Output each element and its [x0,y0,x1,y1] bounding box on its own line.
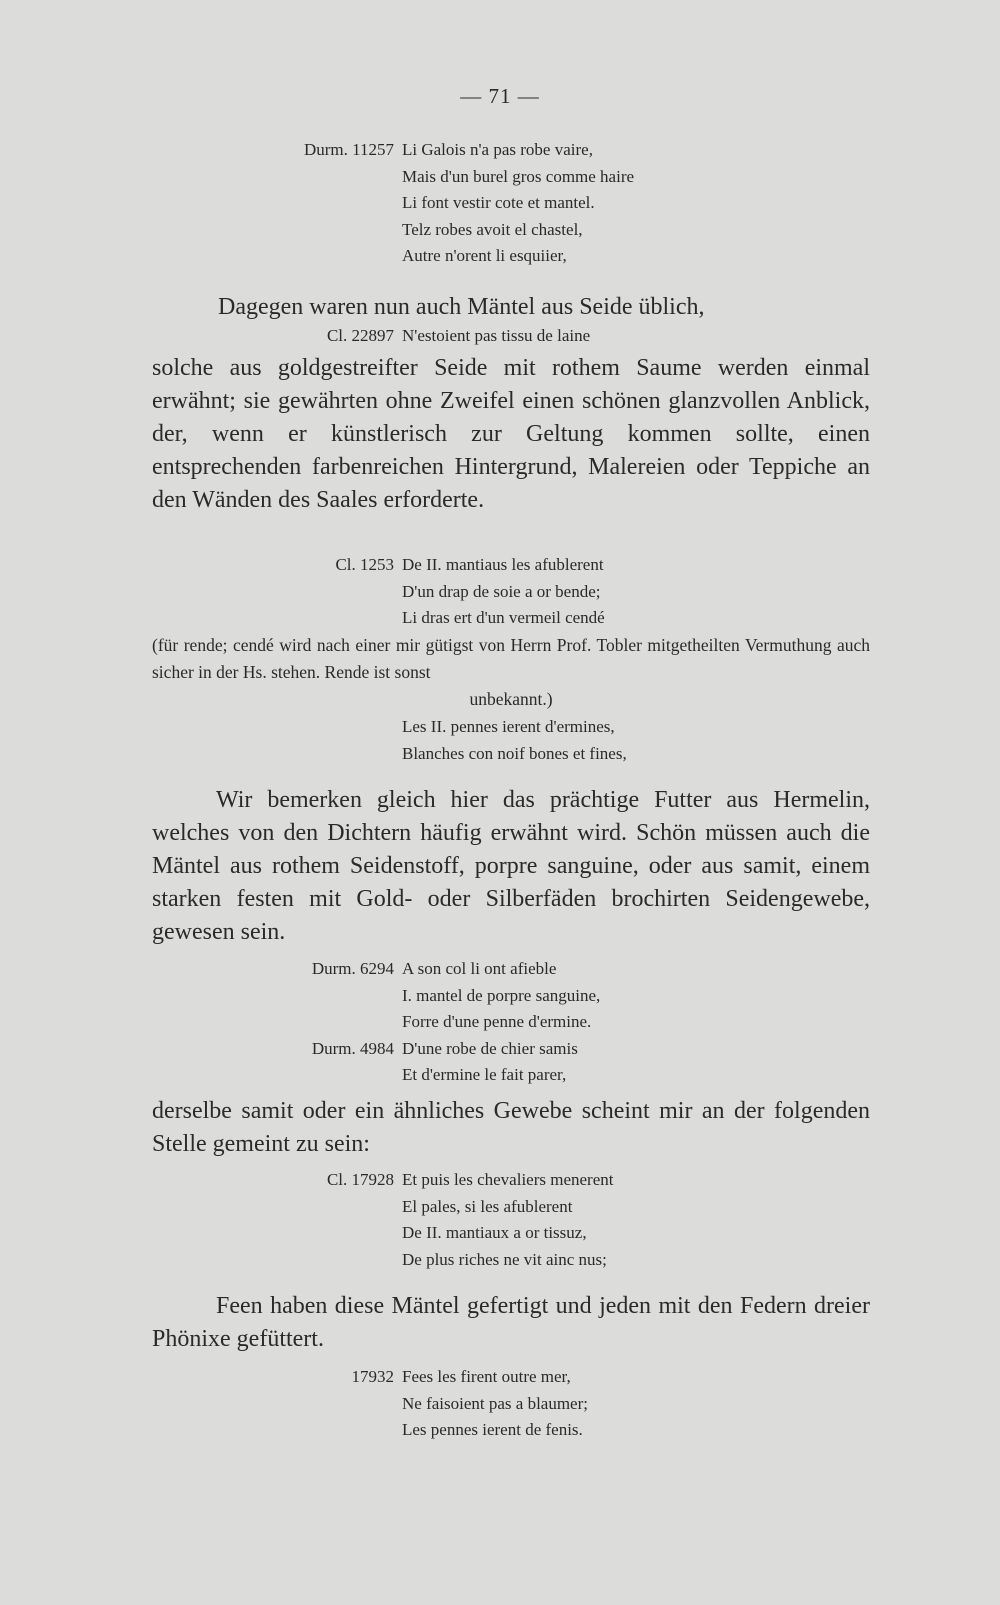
verse-line: Les pennes ierent de fenis. [402,1420,583,1439]
quotation-line [252,323,590,350]
source-reference: Cl. 22897 [326,326,394,345]
quotation-line [252,137,634,164]
quotation-line [252,190,634,217]
quotation-line [252,1194,613,1221]
source-reference [252,164,402,191]
quotation-line [252,1364,588,1391]
verse-line: Mais d'un burel gros comme haire [402,166,635,186]
source-reference: Durm. 4984 [311,1038,394,1058]
source-reference [252,714,402,741]
quotation-line [252,983,600,1010]
quotation-line [252,956,600,983]
quotation-line [252,217,634,244]
quotation-line [252,164,634,191]
source-reference [252,1247,402,1274]
paragraph-text: Dagegen waren nun auch Mäntel aus Seide üblich, [218,294,705,320]
paragraph-text: Wir bemerken gleich hier das prächtige Futter aus Hermelin, welches von den Dichtern häufig erwähnt wird. Schön müssen auch die Mäntel aus rothem Seidenstoff, porpre sanguine, oder aus samit, einem starken festen mit Gold- oder Silberfäden brochirten Seidengewebe, gewesen sein. [152,787,870,945]
body-paragraph [152,784,870,949]
body-paragraph [152,1290,870,1356]
body-paragraph [152,352,870,517]
verse-line: Blanches con noif bones et fines, [402,743,627,763]
remark-text: unbekannt.) [469,689,553,709]
quotation-line [252,1009,600,1036]
verse-line: I. mantel de porpre sanguine, [402,985,601,1005]
verse-line: D'un drap de soie a or bende; [402,581,601,601]
verse-line: De II. mantiaux a or tissuz, [402,1223,587,1242]
quotation-block [252,552,605,632]
source-reference [252,1062,402,1089]
verse-line: De plus riches ne vit ainc nus; [402,1249,607,1269]
source-reference [252,1009,402,1036]
verse-line: Telz robes avoit el chastel, [402,219,583,239]
quotation-line [252,1391,588,1418]
quotation-line [252,714,627,741]
quotation-block [252,714,627,767]
verse-line: Li dras ert d'un vermeil cendé [402,608,605,627]
quotation-line [252,741,627,768]
quotation-block [252,137,634,270]
quotation-line [252,1247,613,1274]
quotation-line [252,1062,600,1089]
quotation-line [252,605,605,632]
verse-line: Li Galois n'a pas robe vaire, [402,140,593,159]
verse-line: A son col li ont afieble [402,959,557,978]
quotation-block [252,956,600,1089]
source-reference [252,741,402,768]
verse-line: Les II. pennes ierent d'ermines, [402,717,615,736]
quotation-line [252,1220,613,1247]
source-reference [252,1220,402,1247]
quotation-block [252,1364,588,1444]
source-reference [252,217,402,244]
verse-line: Li font vestir cote et mantel. [402,193,595,212]
quotation-line [252,552,605,579]
footnote-remark [152,632,870,713]
paragraph-text: Feen haben diese Mäntel gefertigt und jeden mit den Federn dreier Phönixe gefüttert. [152,1293,870,1352]
source-reference [252,243,402,270]
quotation-line [252,243,634,270]
verse-line: D'une robe de chier samis [402,1038,578,1058]
source-reference: 17932 [351,1367,394,1386]
verse-line: Ne faisoient pas a blaumer; [402,1393,588,1413]
source-reference: Durm. 6294 [311,959,394,978]
verse-line: N'estoient pas tissu de laine [402,326,591,345]
verse-line: El pales, si les afublerent [402,1196,573,1216]
paragraph-text: derselbe samit oder ein ähnliches Gewebe scheint mir an der folgenden Stelle gemeint zu sein: [152,1098,870,1157]
page-number: — 71 — [460,84,540,108]
remark-text: (für rende; cendé wird nach einer mir gütigst von Herrn Prof. Tobler mitgetheilten Vermuthung auch sicher in der Hs. stehen. Rende ist sonst [152,635,870,682]
source-reference [252,983,402,1010]
verse-line: Forre d'une penne d'ermine. [402,1012,592,1031]
verse-line: Fees les firent outre mer, [402,1367,571,1386]
source-reference [252,579,402,606]
source-reference: Durm. 11257 [303,140,394,159]
quotation-line [252,1417,588,1444]
verse-line: De II. mantiaus les afublerent [402,555,604,574]
source-reference [252,190,402,217]
quotation-block [252,1167,613,1273]
source-reference: Cl. 1253 [335,555,394,574]
verse-line: Et d'ermine le fait parer, [402,1065,567,1084]
verse-line: Autre n'orent li esquiier, [402,246,567,265]
quotation-line [252,579,605,606]
source-reference [252,1417,402,1444]
source-reference [252,1194,402,1221]
body-paragraph [152,1095,870,1161]
source-reference [252,1391,402,1418]
paragraph-text: solche aus goldgestreifter Seide mit rothem Saume werden einmal erwähnt; sie gewährten ohne Zweifel einen schönen glanzvollen Anblick, der, wenn er künstlerisch zur Geltung kommen sollte, einen entsprechenden farbenreichen Hintergrund, Malereien oder Teppiche an den Wänden des Saales erforderte. [152,355,870,513]
source-reference [252,605,402,632]
quotation-line [252,1167,613,1194]
verse-line: Et puis les chevaliers menerent [402,1170,614,1189]
quotation-block [252,323,590,350]
source-reference: Cl. 17928 [326,1170,394,1189]
body-paragraph [218,291,878,324]
quotation-line [252,1036,600,1063]
